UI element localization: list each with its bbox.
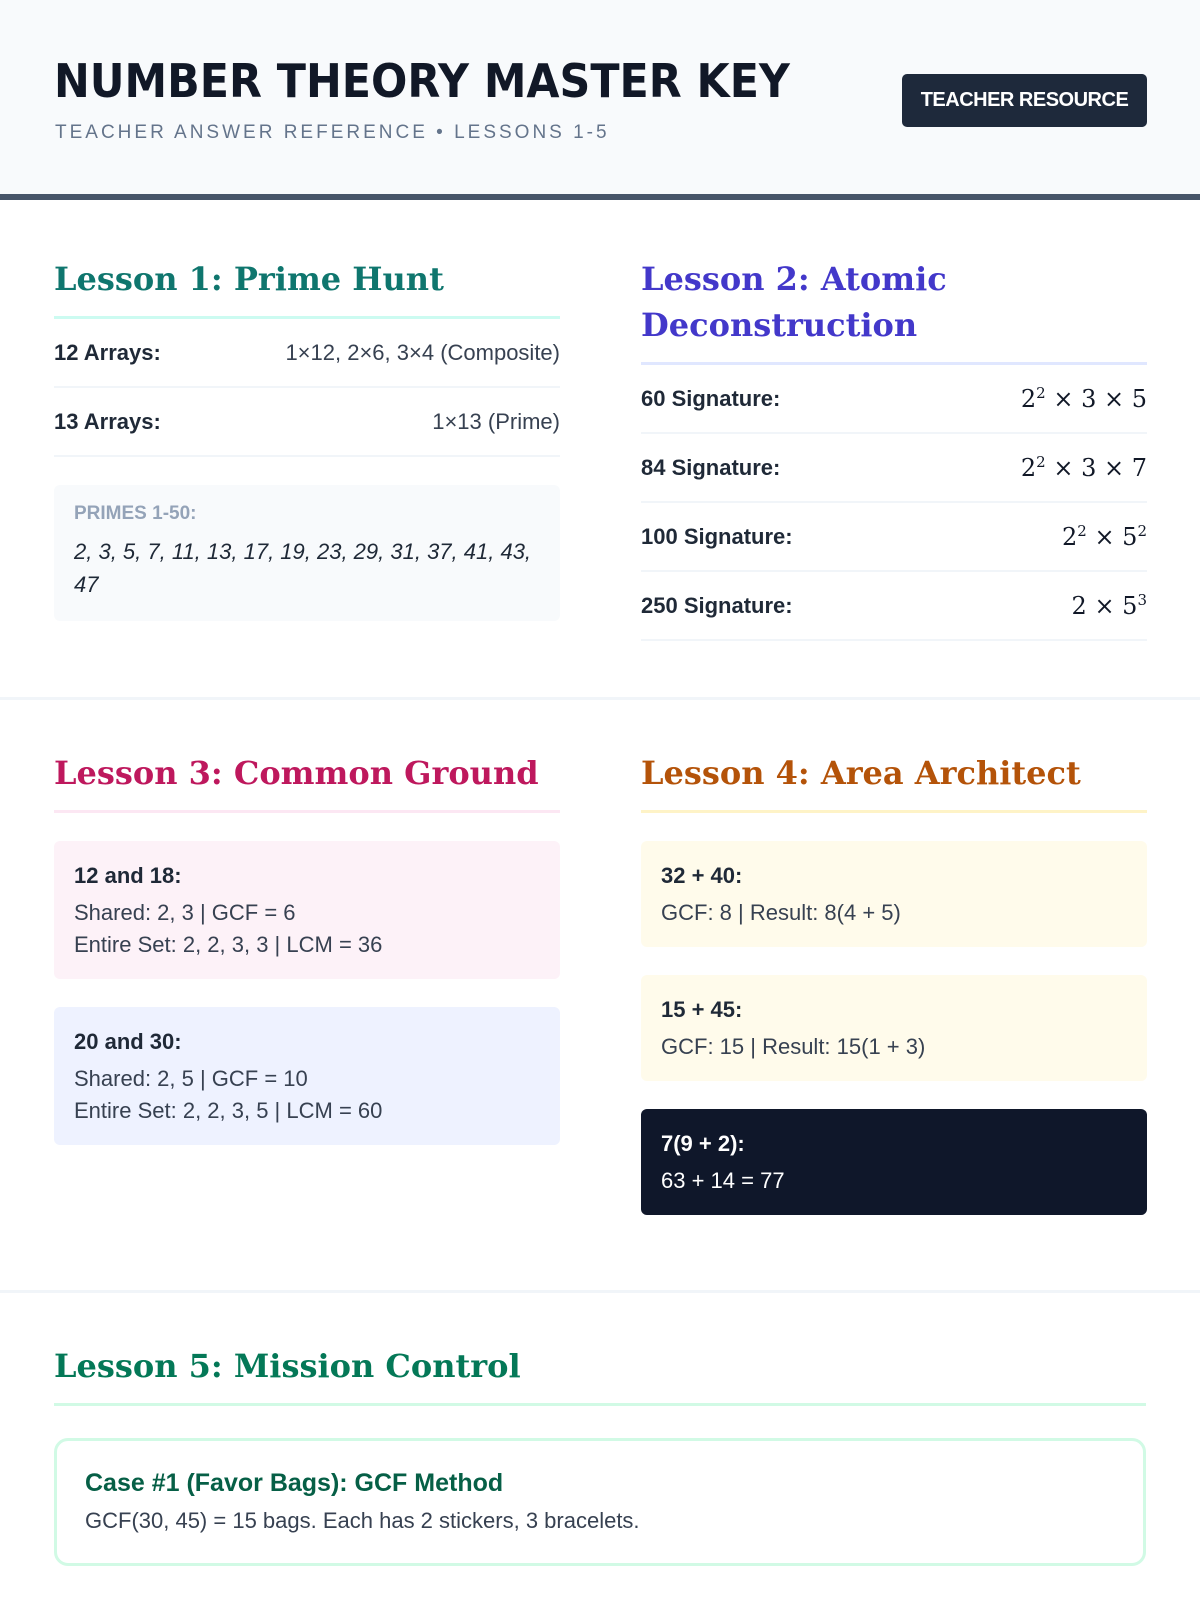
row-value: 1×12, 2×6, 3×4 (Composite) [285, 339, 560, 365]
row-value: 1×13 (Prime) [432, 408, 560, 434]
page-subtitle: TEACHER ANSWER REFERENCE • LESSONS 1-5 [55, 122, 610, 143]
card-line: GCF: 15 | Result: 15(1 + 3) [661, 1034, 926, 1059]
page-header [0, 0, 1200, 200]
area-card [641, 841, 1147, 947]
row-label: 100 Signature: [641, 523, 793, 549]
lesson2-title: Lesson 2: Atomic Deconstruction [641, 256, 1147, 365]
lesson2-row [641, 365, 1147, 434]
card-line: Shared: 2, 3 | GCF = 6 [74, 900, 296, 925]
row-label: 13 Arrays: [54, 408, 161, 434]
lesson1-section [54, 256, 560, 621]
card-title: 32 + 40: [661, 863, 743, 888]
row-label: 60 Signature: [641, 385, 781, 411]
case-title: Case #1 (Favor Bags): GCF Method [85, 1469, 504, 1497]
card-line: Entire Set: 2, 2, 3, 5 | LCM = 60 [74, 1098, 383, 1123]
page-title: NUMBER THEORY MASTER KEY [54, 54, 790, 108]
card-line: Shared: 2, 5 | GCF = 10 [74, 1066, 308, 1091]
lesson5-section [54, 1343, 1146, 1406]
row-label: 84 Signature: [641, 454, 781, 480]
card-line: GCF: 8 | Result: 8(4 + 5) [661, 900, 901, 925]
card-line: 63 + 14 = 77 [661, 1168, 785, 1193]
primes-label: PRIMES 1-50: [74, 503, 197, 524]
lesson4-title: Lesson 4: Area Architect [641, 750, 1147, 813]
gcf-lcm-card [54, 841, 560, 979]
primes-list: 2, 3, 5, 7, 11, 13, 17, 19, 23, 29, 31, 37, 41, 43, 47 [74, 539, 532, 597]
prime-factorization: $2^2 \times 3 \times 7$ [1020, 453, 1147, 482]
lesson5-title: Lesson 5: Mission Control [54, 1343, 1146, 1406]
gcf-lcm-card [54, 1007, 560, 1145]
area-card-dark [641, 1109, 1147, 1215]
lesson2-section [641, 256, 1147, 641]
card-title: 20 and 30: [74, 1029, 182, 1054]
section-divider [0, 1290, 1200, 1293]
card-line: Entire Set: 2, 2, 3, 3 | LCM = 36 [74, 932, 383, 957]
row-label: 12 Arrays: [54, 339, 161, 365]
lesson3-section [54, 750, 560, 1145]
lesson4-section [641, 750, 1147, 1215]
lesson2-row [641, 503, 1147, 572]
primes-box [54, 485, 560, 621]
mission-case-card [54, 1438, 1146, 1566]
row-label: 250 Signature: [641, 592, 793, 618]
lesson1-row [54, 388, 560, 457]
card-title: 7(9 + 2): [661, 1131, 745, 1156]
card-title: 12 and 18: [74, 863, 182, 888]
lesson1-title: Lesson 1: Prime Hunt [54, 256, 560, 319]
card-title: 15 + 45: [661, 997, 743, 1022]
lesson2-row [641, 434, 1147, 503]
area-card [641, 975, 1147, 1081]
section-divider [0, 697, 1200, 700]
lesson2-row [641, 572, 1147, 641]
prime-factorization: $2^2 \times 5^2$ [1061, 522, 1147, 551]
case-text: GCF(30, 45) = 15 bags. Each has 2 stickers, 3 bracelets. [85, 1508, 640, 1533]
lesson1-row [54, 319, 560, 388]
teacher-resource-badge: TEACHER RESOURCE [902, 74, 1147, 127]
prime-factorization: $2 \times 5^3$ [1071, 591, 1147, 620]
prime-factorization: $2^2 \times 3 \times 5$ [1020, 384, 1147, 413]
lesson3-title: Lesson 3: Common Ground [54, 750, 560, 813]
